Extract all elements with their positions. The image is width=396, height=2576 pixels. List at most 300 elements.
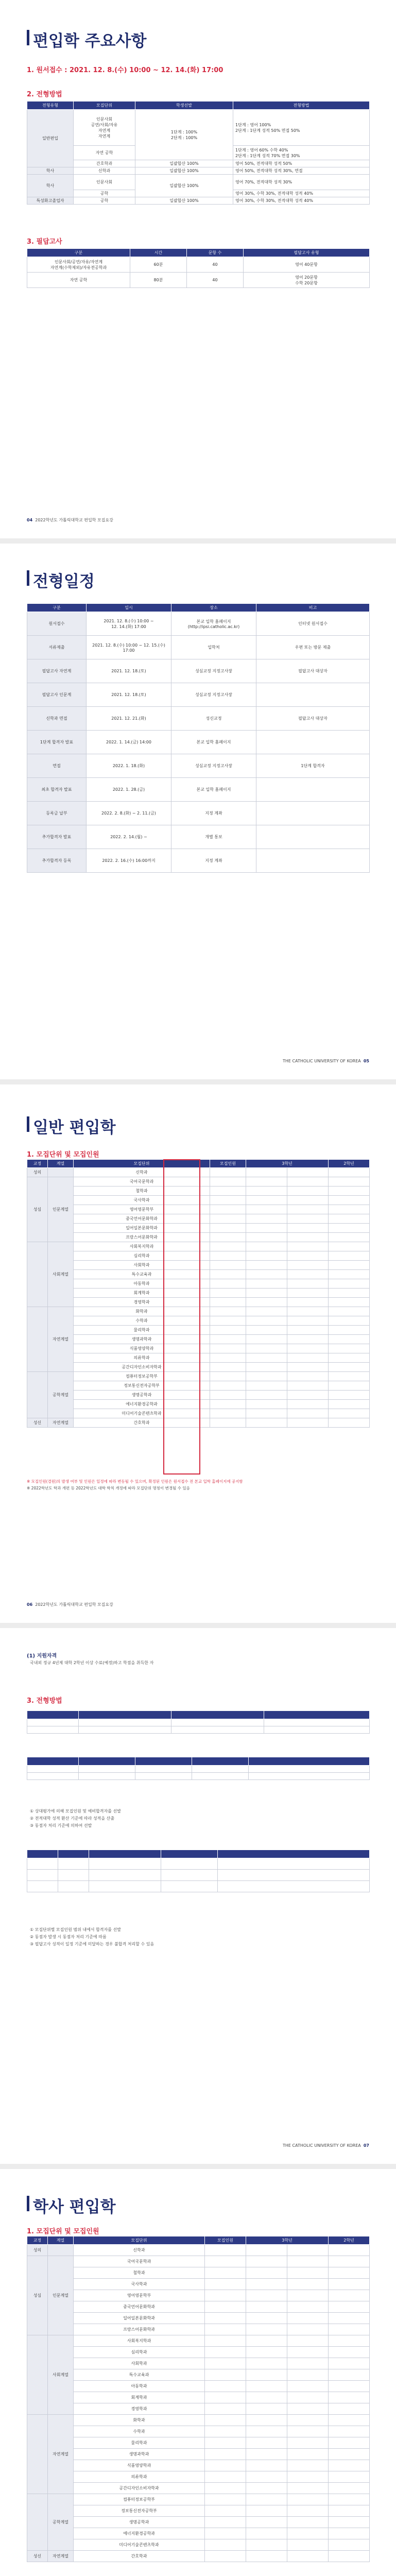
- cell: 특수교육과: [74, 1270, 210, 1279]
- cell: 2021. 12. 8.(수) 10:00 ~ 12. 15.(수) 17:00: [87, 636, 171, 659]
- cell: 아동학과: [74, 1279, 210, 1289]
- cell: [58, 1858, 89, 1870]
- th: [89, 1850, 161, 1858]
- cell: [27, 1372, 48, 1418]
- cell: [287, 2460, 329, 2471]
- cell: 컴퓨터정보공학부: [74, 1372, 210, 1381]
- cell: 공간디자인소비자학과: [74, 2483, 205, 2494]
- page-gap: [0, 2164, 396, 2169]
- cell: 수학과: [74, 1316, 210, 1326]
- table-row: [27, 2494, 370, 2505]
- page-title: 전형일정: [33, 572, 95, 591]
- cell: [246, 2483, 287, 2494]
- cell: [329, 1177, 370, 1187]
- nursing-table: [27, 1757, 370, 1780]
- cell: [287, 1316, 329, 1326]
- th: 2학년: [329, 2236, 370, 2245]
- cell: [246, 1400, 287, 1409]
- cell: [287, 1372, 329, 1381]
- section-heading: 1. 원서접수 : 2021. 12. 8.(수) 10:00 ~ 12. 14.(화) 17:00: [27, 66, 223, 74]
- cell: [27, 1881, 58, 1892]
- cell: [210, 1326, 246, 1335]
- cell: [329, 1289, 370, 1298]
- cell: [329, 2551, 370, 2562]
- cell: 회계학과: [74, 1289, 210, 1298]
- cell: 프랑스어문화학과: [74, 1233, 210, 1242]
- cell: [329, 1381, 370, 1391]
- cell: [205, 2539, 246, 2551]
- cell: [329, 1270, 370, 1279]
- cell: [249, 1773, 370, 1780]
- cell: [205, 2415, 246, 2426]
- cell: [246, 1391, 287, 1400]
- table-row: [27, 2279, 370, 2290]
- cell: [246, 2335, 287, 2347]
- cell: 식품영양학과: [74, 1344, 210, 1353]
- cell: 화학과: [74, 2415, 205, 2426]
- cell: [246, 1233, 287, 1242]
- cell: 생명공학과: [74, 1391, 210, 1400]
- method-table-2: [27, 1710, 370, 1734]
- cell: 2022. 1. 18.(화): [87, 754, 171, 778]
- cell: [246, 1224, 287, 1233]
- cell: 인문계열: [48, 1177, 74, 1242]
- page-gap: [0, 1079, 396, 1084]
- cell: [264, 1719, 370, 1726]
- cell: 1단계 합격자 발표: [27, 731, 87, 754]
- cell: [246, 2449, 287, 2460]
- cell: [287, 2381, 329, 2392]
- th: 모집인원: [205, 2236, 246, 2245]
- cell: [329, 1344, 370, 1353]
- footer-text: 2022학년도 가톨릭대학교 편입학 모집요강: [35, 518, 113, 522]
- th: 교정: [27, 2236, 48, 2245]
- cell: [329, 1205, 370, 1214]
- cell: [287, 2505, 329, 2517]
- cell: [246, 2517, 287, 2528]
- cell: [287, 1335, 329, 1344]
- cell: [256, 731, 370, 754]
- table-row: [27, 2403, 370, 2415]
- cell: [329, 2403, 370, 2415]
- table-row: [27, 636, 370, 659]
- cell: [329, 2415, 370, 2426]
- cell: [246, 2256, 287, 2267]
- cell: [329, 2460, 370, 2471]
- cell: [210, 1242, 246, 1251]
- cell: 영어영문학부: [74, 1205, 210, 1214]
- footer-text: 2022학년도 가톨릭대학교 편입학 모집요강: [35, 1602, 113, 1607]
- cell: [256, 825, 370, 849]
- cell: [287, 2403, 329, 2415]
- cell: [27, 2494, 48, 2551]
- section-heading: 1. 모집단위 및 모집인원: [27, 2228, 99, 2235]
- cell: 성신교정: [171, 707, 256, 731]
- cell: 2021. 12. 18.(토): [87, 659, 171, 683]
- cell: [287, 2290, 329, 2301]
- cell: [161, 1870, 218, 1881]
- footer: [27, 517, 113, 523]
- cell: 40: [187, 257, 244, 273]
- cell: [246, 1326, 287, 1335]
- th: [27, 1757, 79, 1766]
- footer: [27, 1602, 113, 1607]
- cell: 자연계열: [48, 2551, 74, 2562]
- cell: 공간디자인소비자학과: [74, 1363, 210, 1372]
- cell: 자연계열: [48, 2415, 74, 2494]
- footer: [283, 1059, 369, 1063]
- cell: [58, 1881, 89, 1892]
- cell: 등록금 납부: [27, 802, 87, 825]
- cell: 공학: [74, 197, 135, 205]
- cell: [287, 2347, 329, 2358]
- cell: [287, 2426, 329, 2437]
- cell: [329, 1307, 370, 1316]
- cell: [89, 1858, 161, 1870]
- cell: 학사: [27, 175, 74, 197]
- cell: [329, 2279, 370, 2290]
- paragraph: ② 전적대학 성적 환산 기준에 따라 성적을 산출: [30, 1816, 115, 1821]
- cell: [210, 1400, 246, 1409]
- cell: 영어 50%, 전적대학 성적 30%, 면접: [233, 167, 370, 175]
- table-row: [27, 659, 370, 683]
- table-row: [27, 2381, 370, 2392]
- cell: 개별 통보: [171, 825, 256, 849]
- cell: [329, 2335, 370, 2347]
- th: [161, 1850, 218, 1858]
- method-table: [27, 101, 370, 205]
- cell: [246, 1316, 287, 1326]
- cell: [161, 1858, 218, 1870]
- cell: [287, 2539, 329, 2551]
- cell: [329, 2539, 370, 2551]
- cell: [246, 2528, 287, 2539]
- cell: 중국언어문화학과: [74, 2301, 205, 2313]
- th: 전형유형: [27, 101, 74, 110]
- cell: [329, 1335, 370, 1344]
- th: [171, 1711, 264, 1719]
- th: [27, 1850, 58, 1858]
- cell: 영어 30%, 수학 30%, 전적대학 성적 40%: [233, 197, 370, 205]
- table-row: [27, 2256, 370, 2267]
- cell: [287, 2279, 329, 2290]
- cell: 지정 계좌: [171, 849, 256, 873]
- note: ※ 모집인원(결원)의 발생 여부 및 인원은 일정에 따라 변동될 수 있으며, 확정된 인원은 원서접수 전 본교 입학 홈페이지에 공지함: [27, 1479, 243, 1484]
- cell: [205, 2369, 246, 2381]
- cell: [329, 2290, 370, 2301]
- cell: [246, 1168, 287, 1177]
- cell: [329, 1353, 370, 1363]
- table-row: [27, 2415, 370, 2426]
- cell: [210, 1391, 246, 1400]
- cell: [246, 2392, 287, 2403]
- th: 필답고사 유형: [244, 249, 370, 257]
- cell: [210, 1344, 246, 1353]
- cell: 일괄합산 100%: [135, 197, 233, 205]
- cell: [287, 1224, 329, 1233]
- table-row: [27, 2324, 370, 2335]
- cell: 국어국문학과: [74, 1177, 210, 1187]
- cell: [210, 1279, 246, 1289]
- cell: [171, 1719, 264, 1726]
- th: 3학년: [246, 2236, 329, 2245]
- table-row: [27, 754, 370, 778]
- cell: [256, 849, 370, 873]
- cell: [58, 1870, 89, 1881]
- cell: [246, 1214, 287, 1224]
- cell: [287, 2471, 329, 2483]
- cell: [210, 1251, 246, 1261]
- cell: [210, 1409, 246, 1418]
- cell: 2022. 2. 8.(화) ~ 2. 11.(금): [87, 802, 171, 825]
- cell: [246, 1344, 287, 1353]
- cell: 일괄합산 100%: [135, 167, 233, 175]
- cell: 사회학과: [74, 1261, 210, 1270]
- th: 전형방법: [233, 101, 370, 110]
- th: [79, 1757, 135, 1766]
- table-row: [27, 731, 370, 754]
- table-row: [27, 2471, 370, 2483]
- table-row: [27, 2392, 370, 2403]
- cell: 본교 입학 홈페이지 (http://ipsi.catholic.ac.kr): [171, 612, 256, 636]
- cell: 회계학과: [74, 2392, 205, 2403]
- cell: [246, 1177, 287, 1187]
- cell: [246, 2358, 287, 2369]
- cell: [329, 1409, 370, 1418]
- cell: [205, 2301, 246, 2313]
- cell: 신학과: [74, 1168, 210, 1177]
- cell: 영어 40문항: [244, 257, 370, 273]
- cell: 신학과: [74, 2245, 205, 2256]
- cell: [246, 1205, 287, 1214]
- cell: [205, 2517, 246, 2528]
- cell: [210, 1168, 246, 1177]
- page-2: [0, 544, 396, 1079]
- cell: 본교 입학 홈페이지: [171, 778, 256, 802]
- cell: 경영학과: [74, 1298, 210, 1307]
- quota-table-2: [27, 2236, 370, 2562]
- cell: [287, 2313, 329, 2324]
- cell: [287, 1279, 329, 1289]
- cell: [287, 1289, 329, 1298]
- table-row: [27, 2313, 370, 2324]
- cell: [287, 1391, 329, 1400]
- cell: [329, 2256, 370, 2267]
- table-row: [27, 778, 370, 802]
- cell: 성의: [27, 1168, 48, 1177]
- table-row: [27, 2449, 370, 2460]
- cell: 80분: [130, 273, 187, 288]
- cell: [329, 2313, 370, 2324]
- cell: 성신: [27, 2551, 48, 2562]
- cell: [210, 1205, 246, 1214]
- cell: [329, 1400, 370, 1409]
- cell: [205, 2403, 246, 2415]
- th: [264, 1711, 370, 1719]
- cell: [287, 1381, 329, 1391]
- table-row: [27, 2358, 370, 2369]
- cell: [210, 1289, 246, 1298]
- cell: 정보통신전자공학부: [74, 1381, 210, 1391]
- section-heading: 3. 전형방법: [27, 1697, 62, 1705]
- cell: [287, 2256, 329, 2267]
- table-row: [27, 2539, 370, 2551]
- page-number: 05: [363, 1059, 369, 1063]
- cell: [205, 2335, 246, 2347]
- table-row: [27, 2517, 370, 2528]
- cell: [210, 1224, 246, 1233]
- cell: 인터넷 원서접수: [256, 612, 370, 636]
- cell: [246, 1363, 287, 1372]
- cell: [135, 1773, 192, 1780]
- cell: 간호학과: [74, 160, 135, 167]
- cell: [329, 1279, 370, 1289]
- cell: [246, 1251, 287, 1261]
- cell: 인문사회 공연/사회/자유 자연계 자연계: [74, 110, 135, 146]
- cell: 추가합격자 등록: [27, 849, 87, 873]
- cell: 최초 합격자 발표: [27, 778, 87, 802]
- cell: 공학: [74, 190, 135, 197]
- cell: 신학과 면접: [27, 707, 87, 731]
- cell: 본교 입학 홈페이지: [171, 731, 256, 754]
- cell: [329, 1224, 370, 1233]
- cell: 원서접수: [27, 612, 87, 636]
- cell: 물리학과: [74, 1326, 210, 1335]
- cell: 지정 계좌: [171, 802, 256, 825]
- cell: [210, 1261, 246, 1270]
- cell: 프랑스어문화학과: [74, 2324, 205, 2335]
- cell: [287, 2358, 329, 2369]
- table-row: [27, 2460, 370, 2471]
- cell: 추가합격자 발표: [27, 825, 87, 849]
- cell: 의류학과: [74, 2471, 205, 2483]
- cell: [256, 802, 370, 825]
- cell: [205, 2449, 246, 2460]
- cell: [27, 1242, 48, 1307]
- th: 구분: [27, 604, 87, 612]
- cell: [287, 1205, 329, 1214]
- table-row: [27, 2290, 370, 2301]
- cell: [79, 1726, 171, 1734]
- cell: [329, 2505, 370, 2517]
- cell: 60분: [130, 257, 187, 273]
- cell: [205, 2528, 246, 2539]
- cell: [205, 2392, 246, 2403]
- cell: [246, 2471, 287, 2483]
- cell: 인문사회: [74, 175, 135, 190]
- cell: [329, 2494, 370, 2505]
- cell: [171, 1726, 264, 1734]
- cell: [205, 2290, 246, 2301]
- cell: [287, 2369, 329, 2381]
- cell: [210, 1214, 246, 1224]
- cell: 공학계열: [48, 1372, 74, 1418]
- cell: [246, 2290, 287, 2301]
- th: 모집단위: [74, 2236, 205, 2245]
- cell: [205, 2358, 246, 2369]
- th: [192, 1757, 249, 1766]
- th: [218, 1850, 370, 1858]
- cell: 1단계 : 100% 2단계 : 100%: [135, 110, 233, 160]
- th: 장소: [171, 604, 256, 612]
- cell: [205, 2471, 246, 2483]
- cell: [249, 1766, 370, 1773]
- cell: [329, 1418, 370, 1428]
- table-row: [27, 802, 370, 825]
- cell: [218, 1858, 370, 1870]
- th: 모집단위: [74, 1160, 210, 1168]
- cell: 간호학과: [74, 2551, 205, 2562]
- cell: [287, 2335, 329, 2347]
- cell: [287, 2517, 329, 2528]
- cell: [287, 1418, 329, 1428]
- cell: [27, 2415, 48, 2494]
- cell: [246, 2437, 287, 2449]
- page-4: [0, 1628, 396, 2164]
- th: 구분: [27, 249, 130, 257]
- cell: [329, 1298, 370, 1307]
- cell: [246, 2426, 287, 2437]
- page-title: 편입학 주요사항: [33, 32, 147, 50]
- cell: 아동학과: [74, 2381, 205, 2392]
- th: 모집인원: [210, 1160, 246, 1168]
- cell: [218, 1881, 370, 1892]
- cell: [205, 2256, 246, 2267]
- cell: [287, 1363, 329, 1372]
- cell: [89, 1870, 161, 1881]
- cell: [287, 2483, 329, 2494]
- cell: [329, 2517, 370, 2528]
- cell: [210, 1418, 246, 1428]
- cell: 경영학과: [74, 2403, 205, 2415]
- table-row: [27, 2335, 370, 2347]
- cell: [161, 1881, 218, 1892]
- cell: 영어 30%, 수학 30%, 전적대학 성적 40%: [233, 190, 370, 197]
- cell: [210, 1177, 246, 1187]
- th: 계열: [48, 1160, 74, 1168]
- cell: [287, 2551, 329, 2562]
- cell: [246, 1242, 287, 1251]
- cell: [287, 1177, 329, 1187]
- paragraph: ① 모집단위별 모집인원 범위 내에서 합격자를 선발: [30, 1927, 121, 1932]
- cell: [246, 2347, 287, 2358]
- cell: 필답고사 대상자: [256, 659, 370, 683]
- cell: [246, 1196, 287, 1205]
- footer: [283, 2143, 369, 2148]
- cell: [329, 2347, 370, 2358]
- section-heading: 3. 필답고사: [27, 238, 62, 246]
- table-row: [27, 2528, 370, 2539]
- cell: [246, 1289, 287, 1298]
- th: 시간: [130, 249, 187, 257]
- cell: [287, 1270, 329, 1279]
- cell: 필답고사 인문계: [27, 683, 87, 707]
- cell: [27, 2335, 48, 2415]
- cell: 40: [187, 273, 244, 288]
- cell: [287, 1326, 329, 1335]
- cell: [246, 2245, 287, 2256]
- cell: 인문계열: [48, 2256, 74, 2335]
- th: 비고: [256, 604, 370, 612]
- cell: [27, 1307, 48, 1372]
- cell: [287, 2267, 329, 2279]
- cell: [329, 1316, 370, 1326]
- cell: [329, 1187, 370, 1196]
- table-row: [27, 2505, 370, 2517]
- cell: [210, 1196, 246, 1205]
- th: [79, 1711, 171, 1719]
- page-1: [0, 0, 396, 538]
